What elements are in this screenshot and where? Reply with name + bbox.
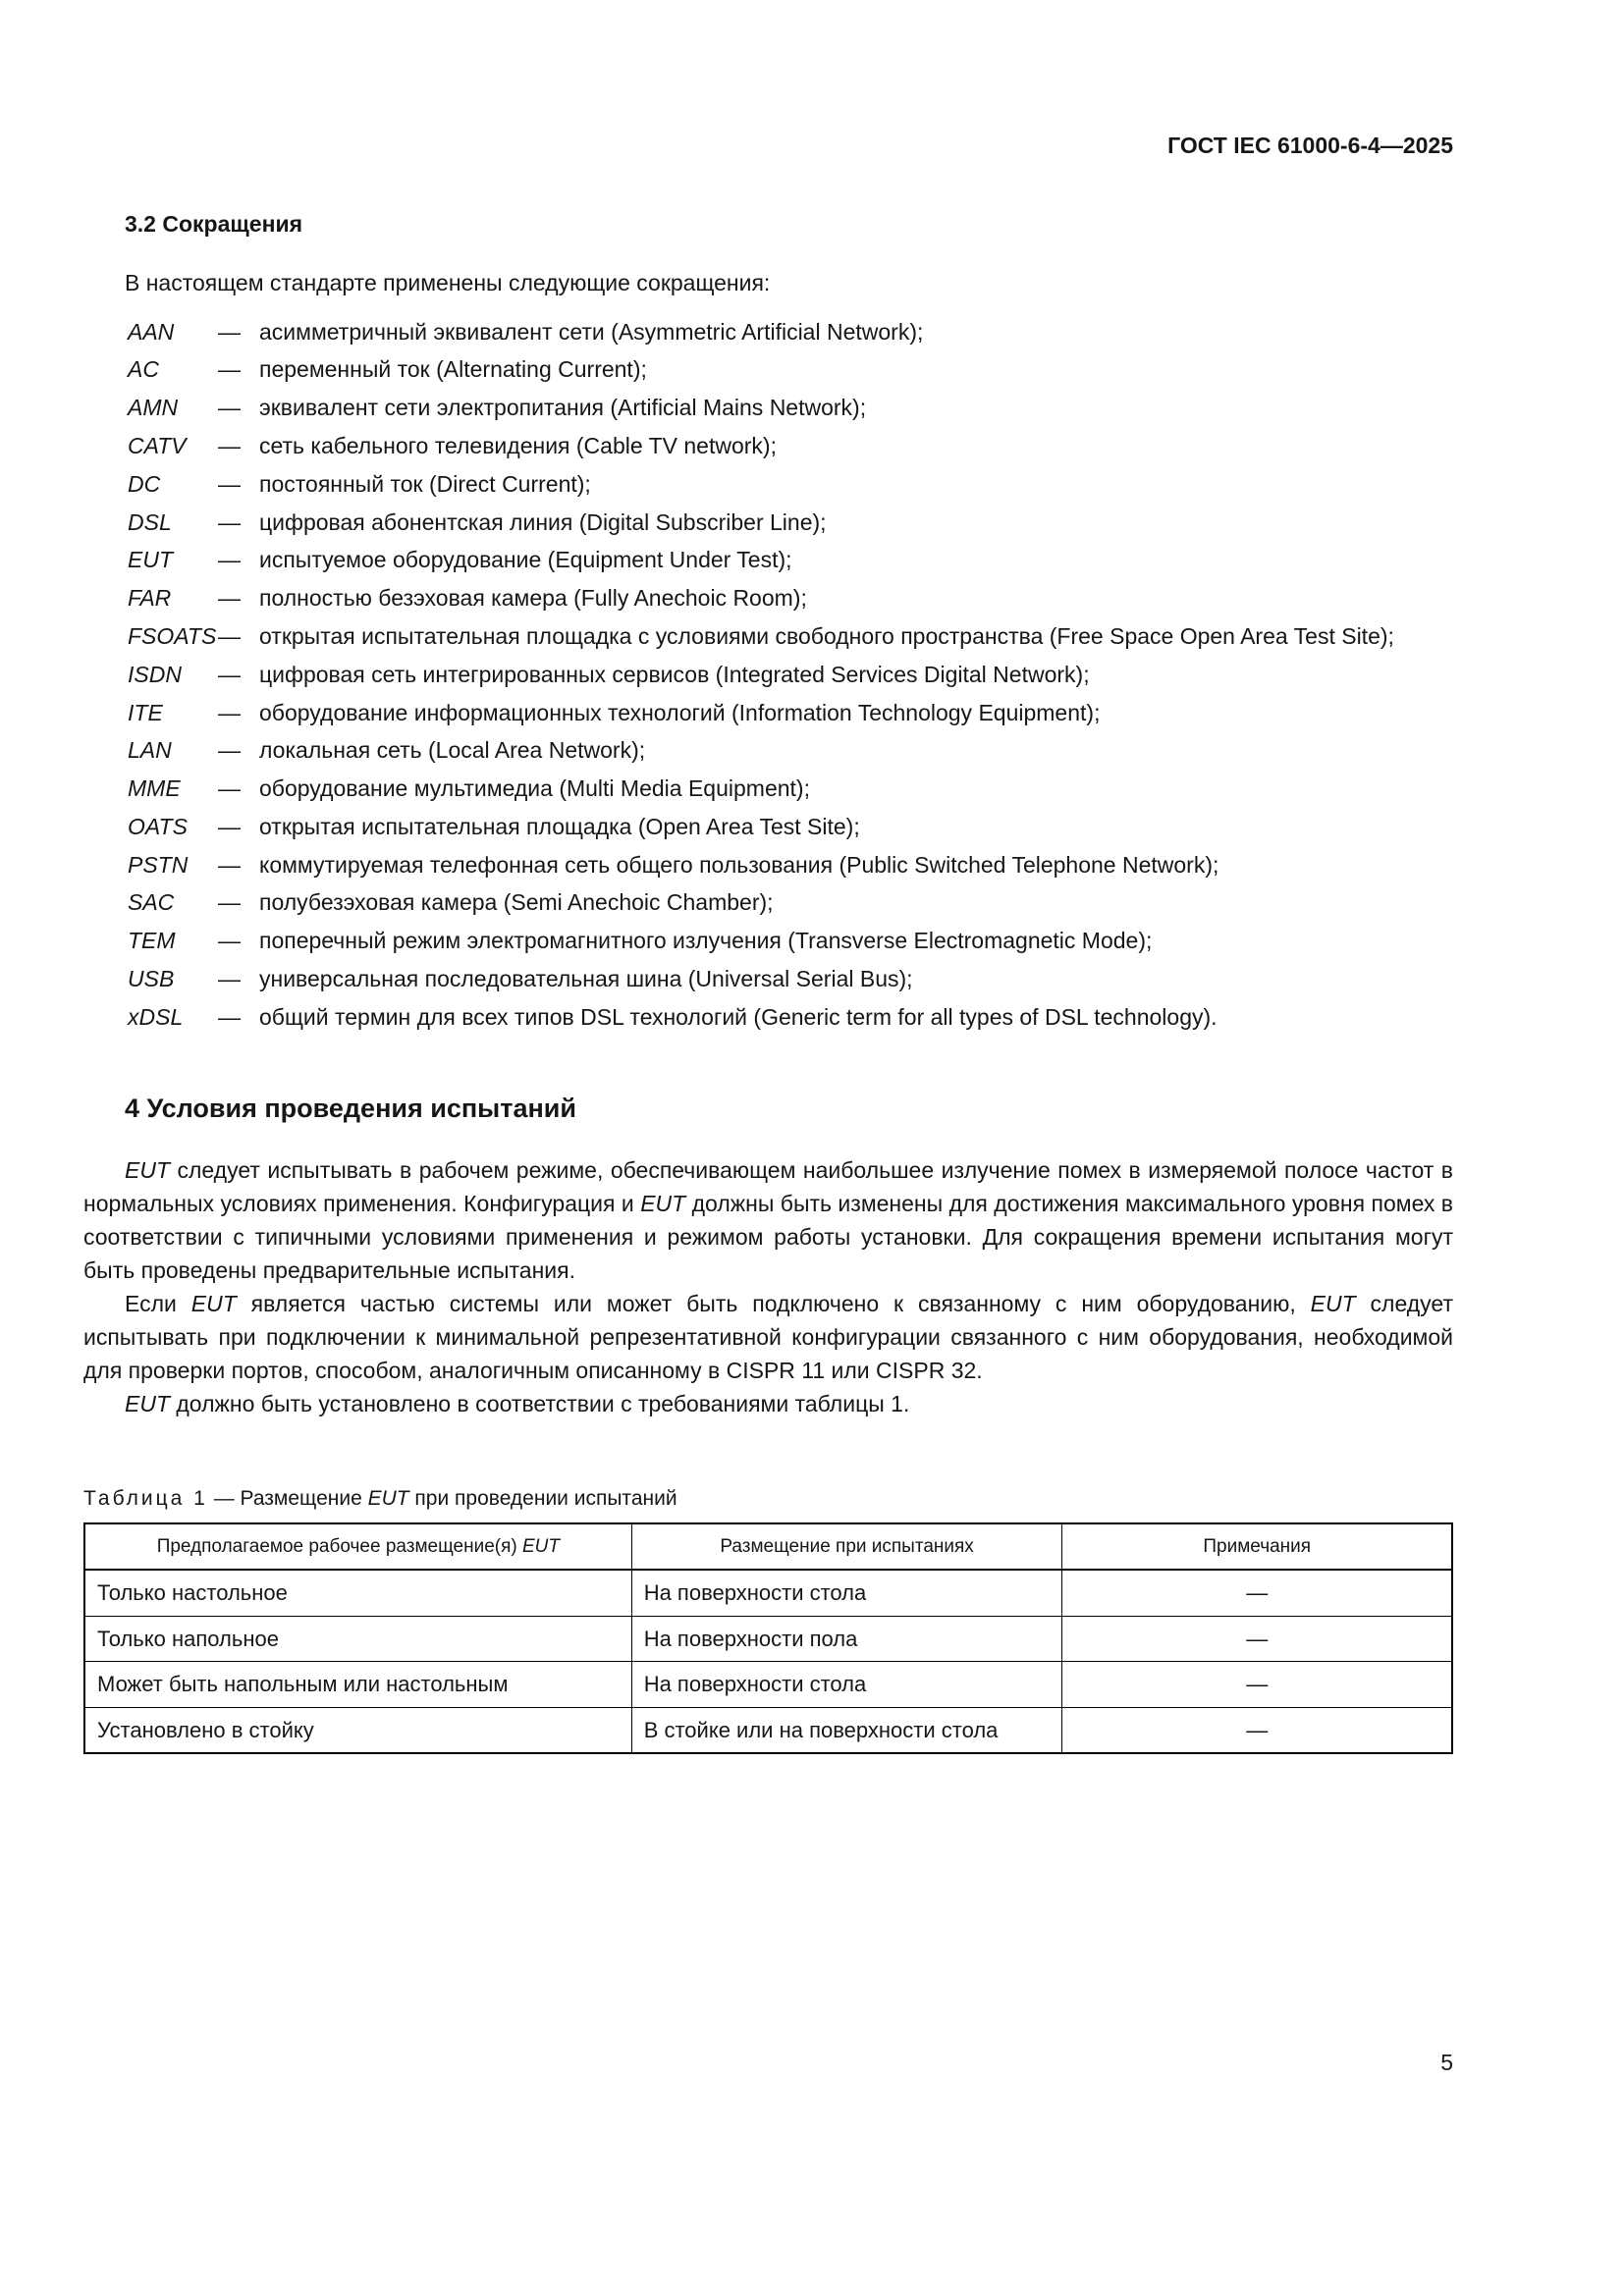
- abbreviation-term: DC: [128, 470, 161, 497]
- abbreviation-item: [128, 428, 1453, 464]
- abbreviation-term: EUT: [128, 547, 173, 573]
- abbreviation-term: DSL: [128, 508, 172, 535]
- table-caption-text: — Размещение EUT при проведении испытаний: [207, 1487, 677, 1511]
- abbreviation-definition: оборудование мультимедиа (Multi Media Equipment);: [259, 775, 810, 802]
- table-row: [84, 1616, 1452, 1662]
- abbreviation-definition: эквивалент сети электропитания (Artificial Mains Network);: [259, 395, 867, 421]
- table-row: [84, 1662, 1452, 1708]
- table-header-row: [84, 1523, 1452, 1571]
- abbreviation-item: [128, 580, 1453, 616]
- abbreviations-intro: В настоящем стандарте применены следующие сокращения:: [125, 270, 771, 296]
- table-header-cell: Предполагаемое рабочее размещение(я) EUT: [84, 1523, 631, 1571]
- abbreviation-term: xDSL: [128, 1003, 184, 1030]
- abbreviation-term: USB: [128, 966, 175, 992]
- table-cell-test-placement: На поверхности стола: [631, 1662, 1062, 1708]
- document-header: [83, 133, 1453, 160]
- dash-separator: —: [218, 813, 241, 839]
- dash-separator: —: [218, 661, 241, 687]
- abbreviation-item: [128, 884, 1453, 921]
- abbreviation-definition: цифровая абонентская линия (Digital Subscriber Line);: [259, 508, 827, 535]
- abbreviation-definition: общий термин для всех типов DSL технологий (Generic term for all types of DSL technology).: [259, 1003, 1218, 1030]
- abbreviation-term: FSOATS: [128, 622, 217, 649]
- abbreviation-definition: испытуемое оборудование (Equipment Under Test);: [259, 547, 792, 573]
- abbreviation-definition: постоянный ток (Direct Current);: [259, 470, 591, 497]
- abbreviation-definition: универсальная последовательная шина (Universal Serial Bus);: [259, 966, 913, 992]
- dash-separator: —: [218, 966, 241, 992]
- dash-separator: —: [218, 395, 241, 421]
- abbreviation-item: [128, 732, 1453, 769]
- dash-separator: —: [218, 737, 241, 764]
- table-cell-notes: —: [1062, 1570, 1452, 1616]
- abbreviations-list: [83, 314, 1453, 1036]
- dash-separator: —: [218, 851, 241, 878]
- table-row: [84, 1570, 1452, 1616]
- abbreviation-item: [128, 314, 1453, 350]
- abbreviation-item: [128, 847, 1453, 883]
- dash-separator: —: [218, 775, 241, 802]
- dash-separator: —: [218, 699, 241, 725]
- abbreviation-item: [128, 961, 1453, 997]
- abbreviation-item: [128, 999, 1453, 1036]
- table-body: [84, 1570, 1452, 1753]
- abbreviation-definition: коммутируемая телефонная сеть общего пользования (Public Switched Telephone Network);: [259, 851, 1219, 878]
- table-cell-expected-placement: Только настольное: [84, 1570, 631, 1616]
- table-cell-notes: —: [1062, 1707, 1452, 1753]
- abbreviation-definition: полубезэховая камера (Semi Anechoic Chamber);: [259, 889, 774, 916]
- abbreviation-definition: сеть кабельного телевидения (Cable TV network);: [259, 432, 777, 458]
- abbreviation-term: AC: [128, 356, 159, 383]
- abbreviation-definition: открытая испытательная площадка (Open Area Test Site);: [259, 813, 860, 839]
- abbreviation-item: [128, 657, 1453, 693]
- abbreviation-definition: переменный ток (Alternating Current);: [259, 356, 647, 383]
- table-cell-notes: —: [1062, 1662, 1452, 1708]
- dash-separator: —: [218, 585, 241, 612]
- abbreviation-term: MME: [128, 775, 181, 802]
- table-cell-test-placement: На поверхности стола: [631, 1570, 1062, 1616]
- abbreviation-definition: локальная сеть (Local Area Network);: [259, 737, 646, 764]
- abbreviation-term: SAC: [128, 889, 175, 916]
- table-header-cell: Размещение при испытаниях: [631, 1523, 1062, 1571]
- abbreviation-definition: оборудование информационных технологий (Information Technology Equipment);: [259, 699, 1101, 725]
- table-cell-test-placement: На поверхности пола: [631, 1616, 1062, 1662]
- table-header-cell: Примечания: [1062, 1523, 1452, 1571]
- section-4-paragraphs: [83, 1153, 1453, 1420]
- dash-separator: —: [218, 508, 241, 535]
- abbreviation-definition: асимметричный эквивалент сети (Asymmetric Artificial Network);: [259, 318, 924, 345]
- table-caption-label: Таблица 1: [83, 1487, 208, 1511]
- table-cell-expected-placement: Установлено в стойку: [84, 1707, 631, 1753]
- abbreviation-item: [128, 351, 1453, 388]
- dash-separator: —: [218, 318, 241, 345]
- dash-separator: —: [218, 622, 241, 649]
- body-paragraph: Если EUT является частью системы или может быть подключено к связанному с ним оборудованию, EUT следует испытывать при подключении к минимальной репрезентативной конфигурации связанного с ним оборудования, необходимой для проверки портов, способом, аналогичным описанному в CISPR 11 или CISPR 32.: [83, 1291, 1453, 1384]
- abbreviation-item: [128, 505, 1453, 541]
- abbreviation-term: OATS: [128, 813, 188, 839]
- document-code: ГОСТ IEC 61000-6-4—2025: [1167, 133, 1453, 158]
- dash-separator: —: [218, 470, 241, 497]
- abbreviation-item: [128, 618, 1453, 655]
- abbreviation-term: TEM: [128, 928, 176, 954]
- dash-separator: —: [218, 1003, 241, 1030]
- abbreviation-item: [128, 542, 1453, 578]
- page-number: 5: [1440, 2050, 1453, 2075]
- abbreviation-item: [128, 809, 1453, 845]
- dash-separator: —: [218, 547, 241, 573]
- abbreviation-definition: полностью безэховая камера (Fully Anechoic Room);: [259, 585, 807, 612]
- section-3-2-title: 3.2 Сокращения: [125, 210, 303, 237]
- body-paragraph: EUT должно быть установлено в соответствии с требованиями таблицы 1.: [125, 1391, 910, 1417]
- dash-separator: —: [218, 889, 241, 916]
- dash-separator: —: [218, 356, 241, 383]
- abbreviation-definition: цифровая сеть интегрированных сервисов (Integrated Services Digital Network);: [259, 661, 1090, 687]
- abbreviation-term: PSTN: [128, 851, 189, 878]
- abbreviation-item: [128, 695, 1453, 731]
- abbreviation-term: ISDN: [128, 661, 182, 687]
- abbreviation-term: FAR: [128, 585, 172, 612]
- table-cell-notes: —: [1062, 1616, 1452, 1662]
- placement-table-head: [84, 1523, 1452, 1571]
- abbreviation-item: [128, 771, 1453, 807]
- table-cell-expected-placement: Только напольное: [84, 1616, 631, 1662]
- abbreviation-term: LAN: [128, 737, 172, 764]
- dash-separator: —: [218, 928, 241, 954]
- abbreviation-definition: поперечный режим электромагнитного излучения (Transverse Electromagnetic Mode);: [259, 928, 1153, 954]
- abbreviation-item: [128, 466, 1453, 503]
- placement-table: [83, 1522, 1453, 1755]
- table-caption: [83, 1485, 1453, 1512]
- abbreviation-term: AAN: [128, 318, 175, 345]
- table-cell-test-placement: В стойке или на поверхности стола: [631, 1707, 1062, 1753]
- abbreviation-item: [128, 923, 1453, 959]
- section-4-title: 4 Условия проведения испытаний: [125, 1093, 576, 1123]
- dash-separator: —: [218, 432, 241, 458]
- table-row: [84, 1707, 1452, 1753]
- body-paragraph: EUT следует испытывать в рабочем режиме, обеспечивающем наибольшее излучение помех в измеряемой полосе частот в нормальных условиях применения. Конфигурация и EUT должны быть изменены для достижения максимального уровня помех в соответствии с типичными условиями применения и режимом работы установки. Для сокращения времени испытания могут быть проведены предварительные испытания.: [83, 1157, 1454, 1284]
- abbreviation-term: CATV: [128, 432, 187, 458]
- abbreviation-definition: открытая испытательная площадка с условиями свободного пространства (Free Space Open Area Test Site);: [259, 622, 1394, 649]
- abbreviation-term: ITE: [128, 699, 163, 725]
- table-cell-expected-placement: Может быть напольным или настольным: [84, 1662, 631, 1708]
- abbreviation-item: [128, 390, 1453, 426]
- abbreviation-term: AMN: [128, 395, 179, 421]
